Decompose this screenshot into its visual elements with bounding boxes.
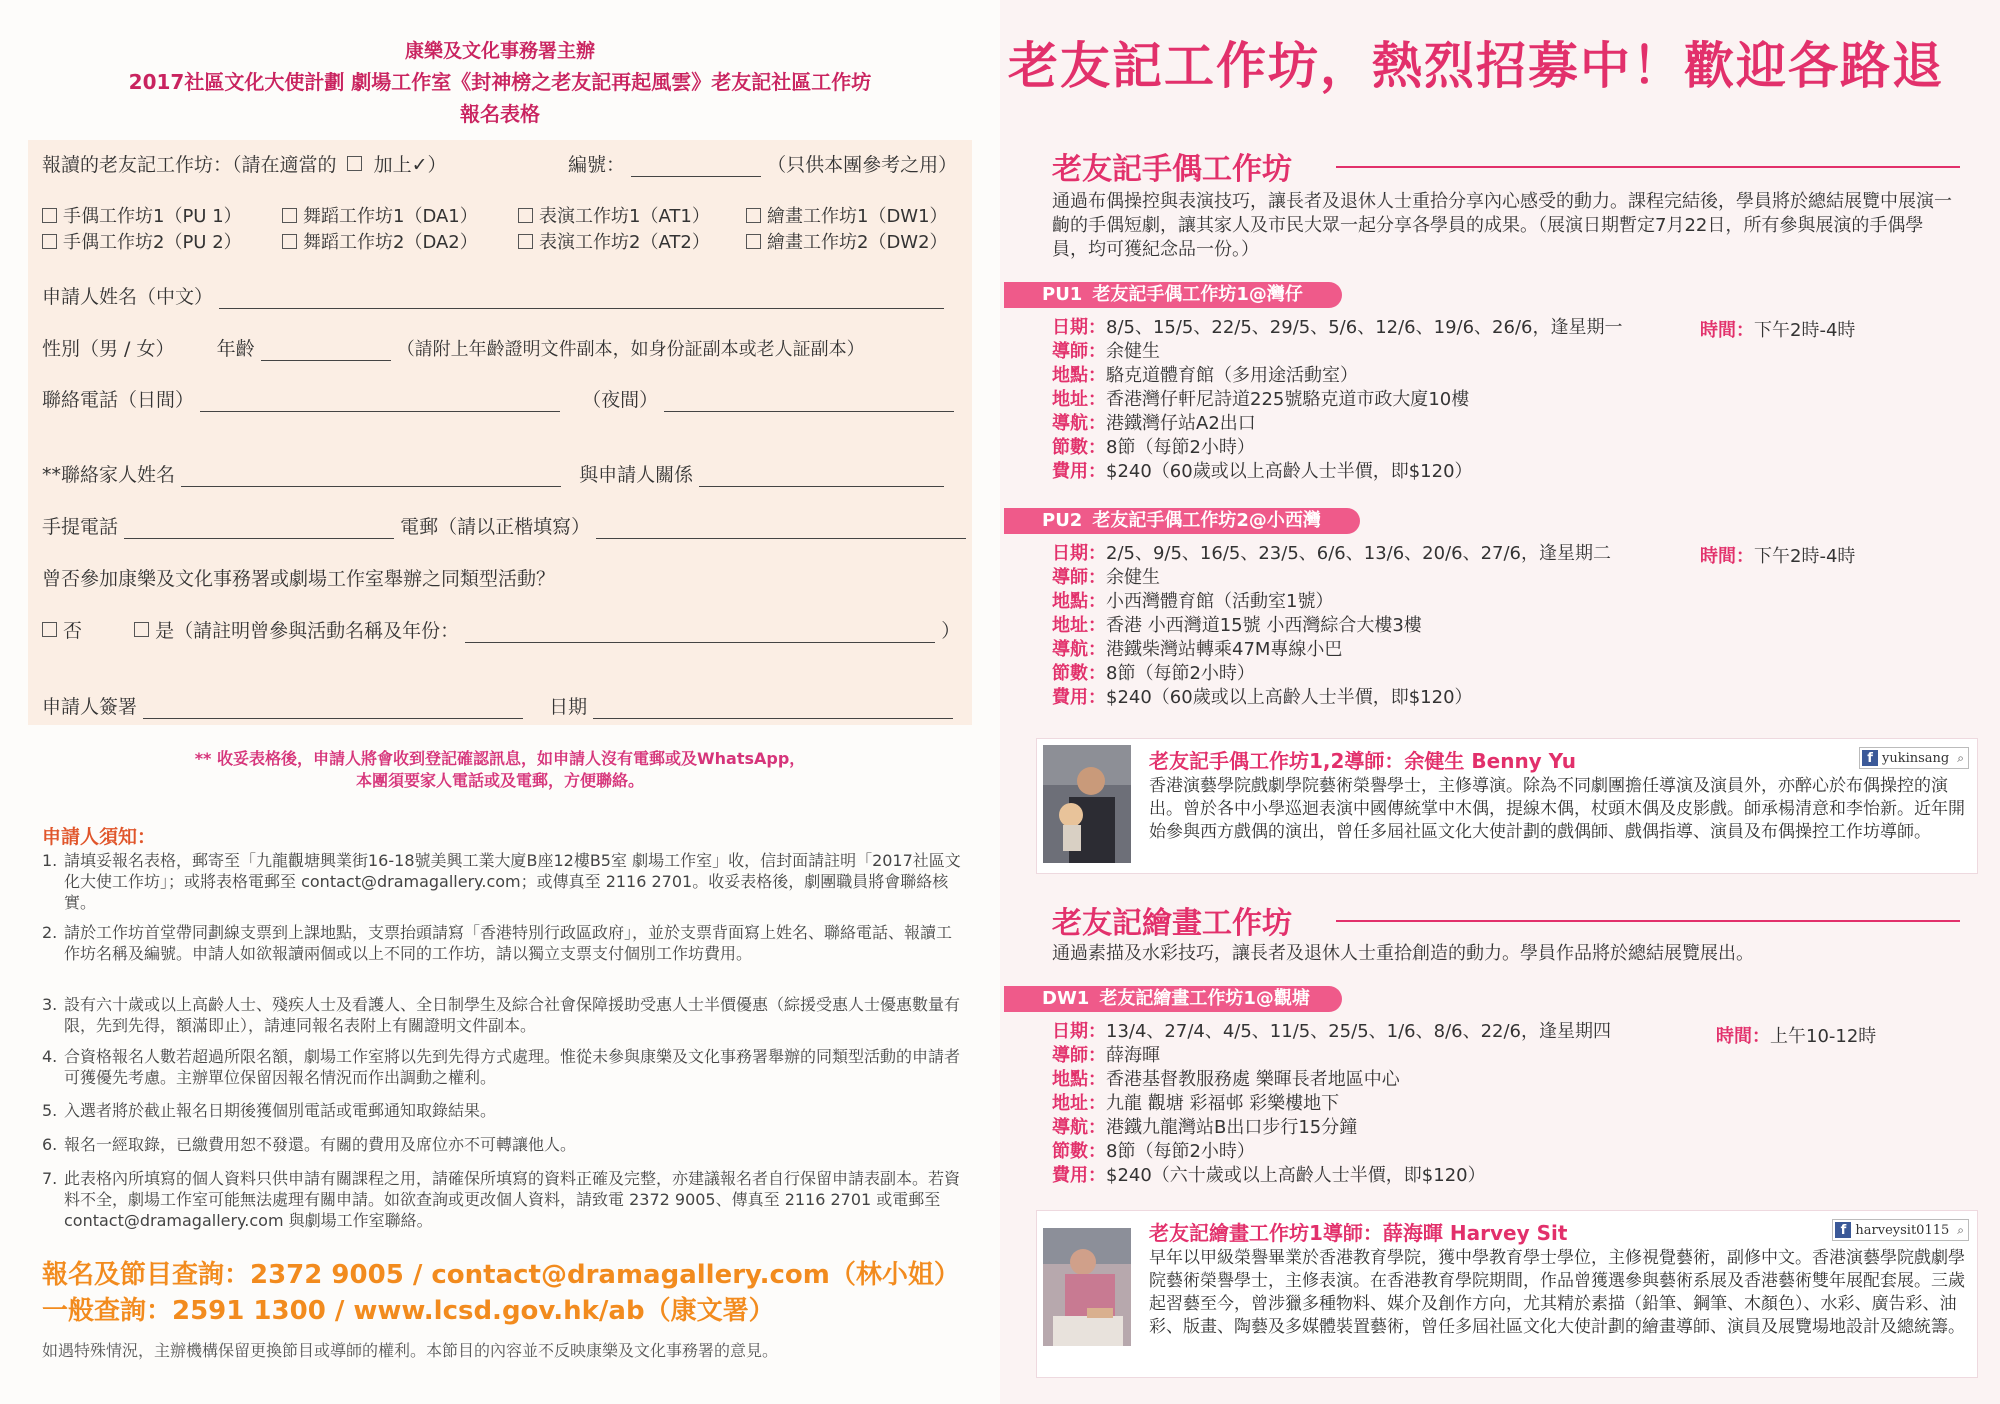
checkbox[interactable] xyxy=(746,234,761,249)
session-address: 地址：香港 小西灣道15號 小西灣綜合大樓3樓 xyxy=(1052,615,1422,636)
search-icon: ⌕ xyxy=(1957,750,1964,765)
checkbox-yes[interactable] xyxy=(134,622,149,637)
session-venue: 地點：香港基督教服務處 樂暉長者地區中心 xyxy=(1052,1069,1400,1090)
workshop-prompt: 報讀的老友記工作坊：（請在適當的 xyxy=(42,154,337,176)
puppet-section-title: 老友記手偶工作坊 xyxy=(1052,152,1292,187)
mobile-field[interactable] xyxy=(124,518,394,539)
workshop-option-label: 繪畫工作坊1（DW1） xyxy=(767,206,948,227)
notice-item: 7. 此表格內所填寫的個人資料只供申請有關課程之用，請確保所填寫的資料正確及完整，亦建議報名者自行保留申請表副本。若資料不全，劇場工作室可能無法處理有關申請。如欲查詢或更改個人資料，請致電 2372 9005、傳真至 2116 2701 或電郵至 contact@dramagallery.com 與劇場工作室聯絡。 xyxy=(42,1169,961,1230)
workshop-option-label: 舞蹈工作坊2（DA2） xyxy=(303,232,478,253)
signature-row xyxy=(42,692,953,719)
notice-item: 4. 合資格報名人數若超過所限名額，劇場工作室將以先到先得方式處理。惟從未參與康樂及文化事務署舉辦的同類型活動的申請者可獲優先考慮。主辦單位保留因報名情況而作出調動之權利。 xyxy=(42,1047,961,1087)
form-title: 報名表格 xyxy=(460,102,540,126)
day-phone-field[interactable] xyxy=(200,391,560,412)
facebook-icon: f xyxy=(1862,750,1878,766)
yes-label: 是（請註明曾參與活動名稱及年份： xyxy=(155,620,460,642)
workshop-option-at2[interactable] xyxy=(518,228,710,254)
tutor-photo xyxy=(1043,1217,1131,1357)
past-question: 曾否參加康樂及文化事務署或劇場工作室舉辦之同類型活動？ xyxy=(42,568,556,590)
session-tutor: 導師：余健生 xyxy=(1052,341,1160,362)
age-field[interactable] xyxy=(261,340,391,361)
mobile-email-row xyxy=(42,512,966,539)
checkbox[interactable] xyxy=(42,208,57,223)
workshop-option-da1[interactable] xyxy=(282,202,478,228)
gender-age-row xyxy=(42,334,865,361)
workshop-option-label: 繪畫工作坊2（DW2） xyxy=(767,232,948,253)
checkbox[interactable] xyxy=(42,234,57,249)
session-name: 老友記繪畫工作坊1@觀塘 xyxy=(1099,988,1310,1009)
session-code: DW1 xyxy=(1042,988,1090,1009)
past-activity-field[interactable] xyxy=(465,622,935,643)
reference-row xyxy=(568,150,957,177)
notice-item: 3. 設有六十歲或以上高齡人士、殘疾人士及看護人、全日制學生及綜合社會保障援助受惠人士半價優惠（綜援受惠人士優惠數量有限，先到先得，額滿即止），請連同報名表附上有關證明文件副本。 xyxy=(42,995,961,1035)
relation-field[interactable] xyxy=(699,466,944,487)
night-phone-field[interactable] xyxy=(664,391,954,412)
name-field[interactable] xyxy=(219,288,944,309)
family-name-label: **聯絡家人姓名 xyxy=(42,464,176,486)
age-note: （請附上年齡證明文件副本，如身份証副本或老人証副本） xyxy=(396,339,865,360)
session-venue: 地點：駱克道體育館（多用途活動室） xyxy=(1052,365,1358,386)
workshop-option-dw1[interactable] xyxy=(746,202,948,228)
workshop-option-label: 表演工作坊2（AT2） xyxy=(539,232,710,253)
phone-row xyxy=(42,385,954,412)
session-name: 老友記手偶工作坊1@灣仔 xyxy=(1092,284,1303,305)
session-code: PU2 xyxy=(1042,510,1083,531)
puppet-description: 通過布偶操控與表演技巧，讓長者及退休人士重拾分享內心感受的動力。課程完結後，學員將於總結展覽中展演一齣的手偶短劇，讓其家人及市民大眾一起分享各學員的成果。（展演日期暫定7月22日，所有參與展演的手偶學員，均可獲紀念品一份。） xyxy=(1052,191,1952,260)
workshop-option-label: 表演工作坊1（AT1） xyxy=(539,206,710,227)
signature-field[interactable] xyxy=(143,698,523,719)
notice-item: 6. 報名一經取錄，已繳費用恕不發還。有關的費用及席位亦不可轉讓他人。 xyxy=(42,1135,577,1154)
programme-title: 2017社區文化大使計劃 劇場工作室《封神榜之老友記再起風雲》老友記社區工作坊 xyxy=(128,70,872,94)
session-address: 地址：香港灣仔軒尼詩道225號駱克道市政大廈10樓 xyxy=(1052,389,1470,410)
checkbox[interactable] xyxy=(518,208,533,223)
tutor-photo xyxy=(1043,745,1131,863)
date-label: 日期 xyxy=(549,696,588,718)
general-enquiry: 一般查詢：2591 1300 / www.lcsd.gov.hk/ab（康文署） xyxy=(42,1296,775,1326)
session-time: 時間：下午2時-4時 xyxy=(1700,320,1856,341)
checkbox[interactable] xyxy=(746,208,761,223)
tutor-bio: 香港演藝學院戲劇學院藝術榮譽學士，主修導演。除為不同劇團擔任導演及演員外，亦醉心於布偶操控的演出。曾於各中小學巡迴表演中國傳統掌中木偶，提線木偶，杖頭木偶及皮影戲。師承楊清意和李怡新。近年開始參與西方戲偶的演出，曾任多屆社區文化大使計劃的戲偶師、戲偶指導、演員及布偶操控工作坊導師。 xyxy=(1149,776,1965,842)
workshop-prompt-tick: 加上✓） xyxy=(373,154,447,176)
session-lessons: 節數：8節（每節2小時） xyxy=(1052,663,1255,684)
session-venue: 地點：小西灣體育館（活動室1號） xyxy=(1052,591,1334,612)
email-label: 電郵（請以正楷填寫） xyxy=(400,516,591,538)
session-navigation: 導航：港鐵九龍灣站B出口步行15分鐘 xyxy=(1052,1117,1358,1138)
applicant-name-row xyxy=(42,282,944,309)
tutor-title: 老友記手偶工作坊1,2導師：余健生 Benny Yu xyxy=(1149,749,1576,773)
session-date: 日期：2/5、9/5、16/5、23/5、6/6、13/6、20/6、27/6，逢星期二 xyxy=(1052,543,1612,564)
tutor-title: 老友記繪畫工作坊1導師：薛海暉 Harvey Sit xyxy=(1149,1221,1568,1245)
disclaimer: 如遇特殊情況，主辦機構保留更換節目或導師的權利。本節目的內容並不反映康樂及文化事務署的意見。 xyxy=(42,1341,779,1360)
session-address: 地址：九龍 觀塘 彩福邨 彩樂樓地下 xyxy=(1052,1093,1340,1114)
workshop-option-pu2[interactable] xyxy=(42,228,242,254)
email-field[interactable] xyxy=(596,518,966,539)
facebook-link[interactable] xyxy=(1859,747,1969,769)
checkbox[interactable] xyxy=(282,208,297,223)
facebook-link[interactable] xyxy=(1832,1219,1969,1241)
drawing-description: 通過素描及水彩技巧，讓長者及退休人士重拾創造的動力。學員作品將於總結展覽展出。 xyxy=(1052,943,1754,964)
workshop-option-at1[interactable] xyxy=(518,202,710,228)
workshop-prompt-row xyxy=(42,150,447,177)
session-time: 時間：上午10-12時 xyxy=(1716,1026,1877,1047)
workshop-option-pu1[interactable] xyxy=(42,202,242,228)
past-answer-row xyxy=(42,616,960,643)
session-lessons: 節數：8節（每節2小時） xyxy=(1052,1141,1255,1162)
workshop-option-label: 手偶工作坊2（PU 2） xyxy=(63,232,242,253)
form-area xyxy=(28,140,972,725)
night-phone-label: （夜間） xyxy=(582,389,659,411)
notice-item: 2. 請於工作坊首堂帶同劃線支票到上課地點，支票抬頭請寫「香港特別行政區政府」，並於支票背面寫上姓名、聯絡電話、報讀工作坊名稱及編號。申請人如欲報讀兩個或以上不同的工作坊，請以獨立支票支付個別工作坊費用。 xyxy=(42,923,953,963)
workshop-option-label: 手偶工作坊1（PU 1） xyxy=(63,206,242,227)
organizer-line: 康樂及文化事務署主辦 xyxy=(404,40,595,62)
session-name: 老友記手偶工作坊2@小西灣 xyxy=(1092,510,1321,531)
checkbox[interactable] xyxy=(518,234,533,249)
search-icon: ⌕ xyxy=(1957,1222,1964,1237)
day-phone-label: 聯絡電話（日間） xyxy=(42,389,195,411)
session-header-pu1 xyxy=(1004,282,1342,308)
registration-enquiry: 報名及節目查詢：2372 9005 / contact@dramagallery.com（林小姐） xyxy=(42,1260,960,1290)
notice-title: 申請人須知： xyxy=(42,826,157,848)
family-contact-row xyxy=(42,460,944,487)
workshop-option-label: 舞蹈工作坊1（DA1） xyxy=(303,206,478,227)
date-field[interactable] xyxy=(593,698,953,719)
gender-label: 性別（男 / 女） xyxy=(42,338,175,360)
no-label: 否 xyxy=(63,620,83,642)
workshop-option-dw2[interactable] xyxy=(746,228,948,254)
session-fee: 費用：$240（六十歲或以上高齡人士半價，即$120） xyxy=(1052,1165,1486,1186)
mobile-label: 手提電話 xyxy=(42,516,119,538)
checkbox[interactable] xyxy=(282,234,297,249)
reminder-line-1: ** 收妥表格後，申請人將會收到登記確認訊息，如申請人沒有電郵或及WhatsApp， xyxy=(194,749,806,768)
session-date: 日期：8/5、15/5、22/5、29/5、5/6、12/6、19/6、26/6，逢星期一 xyxy=(1052,317,1623,338)
relation-label: 與申請人關係 xyxy=(579,464,694,486)
signature-label: 申請人簽署 xyxy=(42,696,138,718)
session-navigation: 導航：港鐵灣仔站A2出口 xyxy=(1052,413,1256,434)
session-code: PU1 xyxy=(1042,284,1083,305)
session-time: 時間：下午2時-4時 xyxy=(1700,546,1856,567)
facebook-handle: yukinsang xyxy=(1882,750,1950,766)
session-header-dw1 xyxy=(1004,986,1342,1012)
session-tutor: 導師：余健生 xyxy=(1052,567,1160,588)
facebook-handle: harveysit0115 xyxy=(1855,1222,1950,1238)
reminder-line-2: 本團須要家人電話或及電郵，方便聯絡。 xyxy=(355,771,644,790)
drawing-section-title: 老友記繪畫工作坊 xyxy=(1052,906,1292,941)
session-fee: 費用：$240（60歲或以上高齡人士半價，即$120） xyxy=(1052,687,1473,708)
checkbox-no[interactable] xyxy=(42,622,57,637)
session-navigation: 導航：港鐵柴灣站轉乘47M專線小巴 xyxy=(1052,639,1343,660)
puppet-tutor-box xyxy=(1036,738,1978,874)
facebook-icon: f xyxy=(1835,1222,1851,1238)
ref-label: 編號： xyxy=(568,154,626,176)
notice-item: 5. 入選者將於截止報名日期後獲個別電話或電郵通知取錄結果。 xyxy=(42,1101,497,1120)
section-divider xyxy=(1336,920,1960,922)
session-date: 日期：13/4、27/4、4/5、11/5、25/5、1/6、8/6、22/6，逢星期四 xyxy=(1052,1021,1612,1042)
headline: 老友記工作坊，熱烈招募中！歡迎各路退 xyxy=(1008,37,1944,95)
checkbox-icon xyxy=(347,156,362,171)
family-name-field[interactable] xyxy=(181,466,561,487)
session-tutor: 導師：薛海暉 xyxy=(1052,1045,1160,1066)
yes-close: ） xyxy=(941,620,961,642)
session-lessons: 節數：8節（每節2小時） xyxy=(1052,437,1255,458)
ref-note: （只供本團參考之用） xyxy=(767,154,958,176)
section-divider xyxy=(1336,166,1960,168)
workshop-option-da2[interactable] xyxy=(282,228,478,254)
drawing-tutor-box xyxy=(1036,1210,1978,1378)
age-label: 年齡 xyxy=(216,338,255,360)
ref-field[interactable] xyxy=(631,156,761,177)
tutor-bio: 早年以甲級榮譽畢業於香港教育學院，獲中學教育學士學位，主修視覺藝術，副修中文。香港演藝學院戲劇學院藝術榮譽學士，主修表演。在香港教育學院期間，作品曾獲選參與藝術系展及香港藝術雙年展配套展。三歲起習藝至今，曾涉獵多種物料、媒介及創作方向，尤其精於素描（鉛筆、鋼筆、木顏色）、水彩、廣告彩、油彩、版畫、陶藝及多媒體裝置藝術，曾任多屆社區文化大使計劃的繪畫導師、演員及展覽場地設計及總統籌。 xyxy=(1149,1248,1965,1337)
session-fee: 費用：$240（60歲或以上高齡人士半價，即$120） xyxy=(1052,461,1473,482)
notice-item: 1. 請填妥報名表格，郵寄至「九龍觀塘興業街16-18號美興工業大廈B座12樓B5室 劇場工作室」收，信封面請註明「2017社區文化大使工作坊」；或將表格電郵至 contact@dramagallery.com；或傳真至 2116 2701。收妥表格後，劇團職員將會聯絡核實。 xyxy=(42,851,961,912)
name-label: 申請人姓名（中文） xyxy=(42,286,214,308)
session-header-pu2 xyxy=(1004,508,1360,534)
